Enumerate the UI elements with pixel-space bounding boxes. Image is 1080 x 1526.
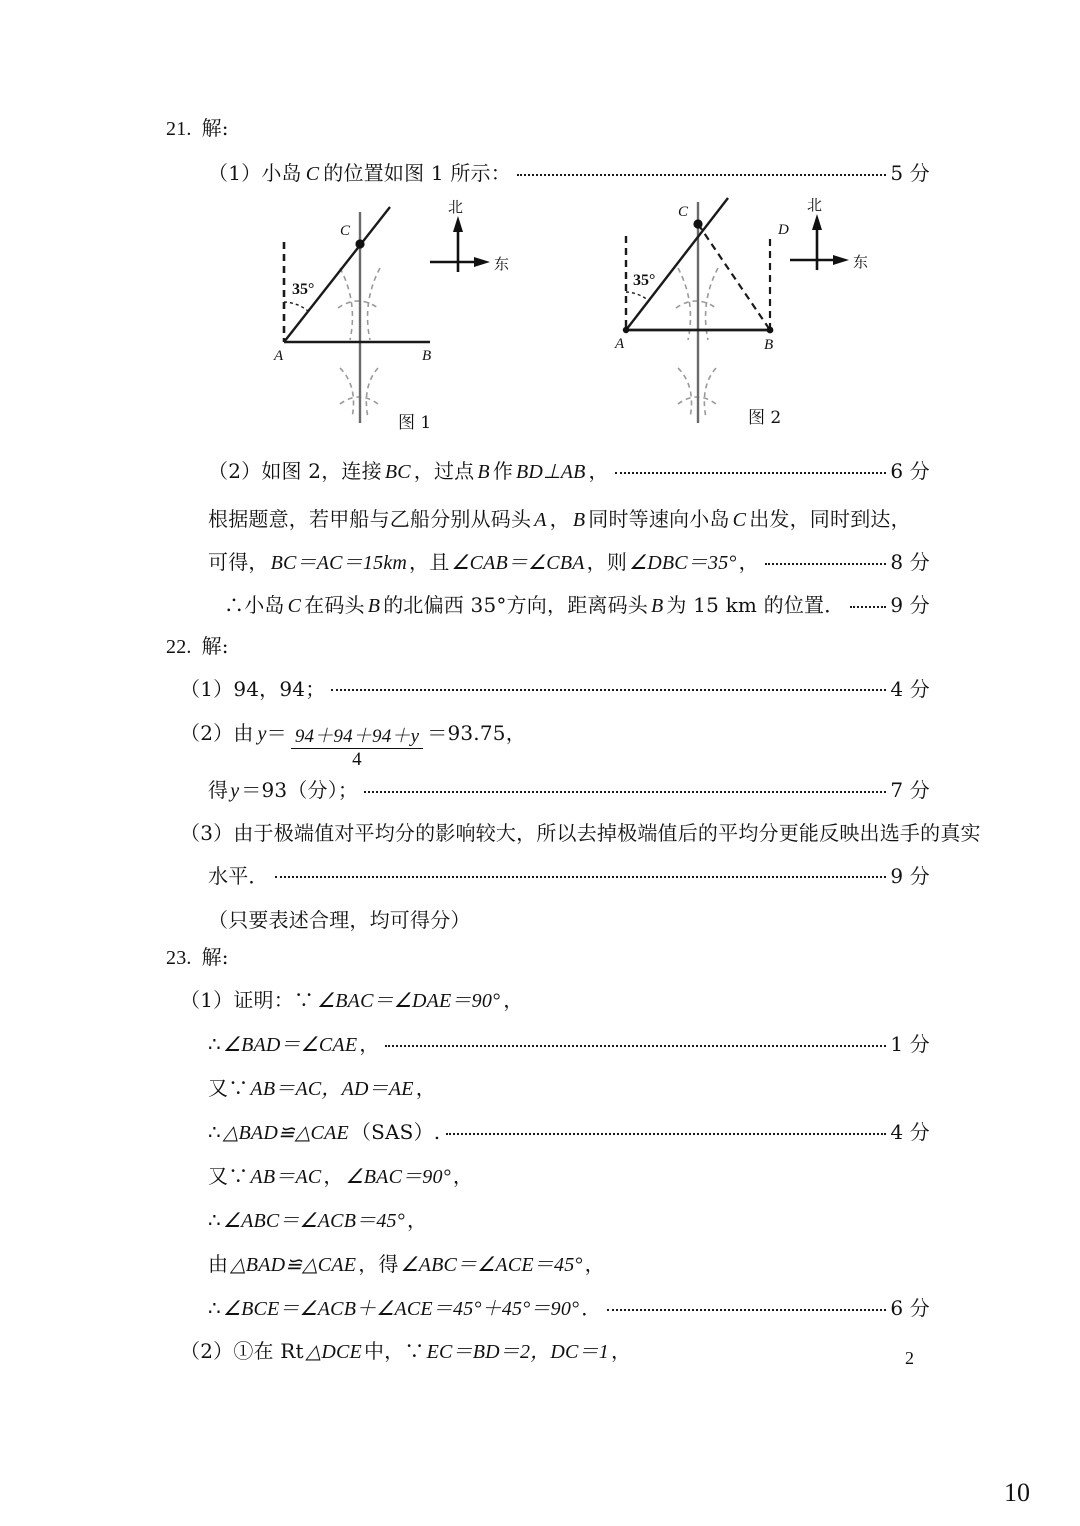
label-angle-35: 35° [633,272,656,289]
part2-text-d: ， [588,459,609,483]
problem-23-number: 23. [166,947,192,969]
triangle-congruence-1: △BAD≌△CAE [222,1122,349,1144]
problem-21-heading [166,118,229,139]
line3-text-c: 同时等速向小岛 [588,507,730,531]
point-a-marker [623,327,629,333]
angle-bce-sum: ∠BCE＝∠ACB＋∠ACE＝45°＋45°＝90° [222,1298,580,1320]
leader-dots [364,784,886,798]
problem-22-part3 [180,823,981,843]
q23-line5-text-e: ， [452,1164,474,1188]
q23-line3-text-c: ， [415,1076,436,1100]
q23-line1-text-c: ， [503,988,524,1012]
angle-bac-90: ∠BAC＝90° [345,1166,451,1188]
point-c-ref2: C [287,595,302,617]
q23-line1-text-a: （1）证明：∵ [180,988,315,1012]
problem-22-part2-equation [180,723,526,768]
point-b-marker [767,327,774,334]
ab-ac-ad-ae: AB＝AC，AD＝AE [250,1078,414,1100]
line5-text-a: ∴小岛 [224,593,285,617]
problem-23-line7 [208,1254,605,1275]
label-c: C [340,223,351,239]
q22-line3-text-b: ＝93（分）； [241,778,359,802]
line3-comma: ， [549,507,570,531]
label-east: 东 [853,255,869,271]
ec-bd-dc-values: EC＝BD＝2，DC＝1 [426,1341,609,1363]
q23-line9-text-c: 中，∵ [363,1339,425,1363]
figure-2 [602,190,902,430]
line4-text-c: ，则 [586,550,628,574]
line4-score: 8 分 [890,550,930,574]
figure-1-svg [262,190,562,425]
part2-text-a: （2）如图 2，连接 [208,459,382,483]
q23-line3-text-a: 又∵ [208,1076,249,1100]
angle-arc-35 [284,302,308,311]
problem-23-line4 [208,1122,930,1143]
part1-point-c: C [305,163,320,185]
line4-text-d: ， [738,550,759,574]
leader-dots [517,167,886,181]
q23-line2-therefore: ∴ [208,1032,221,1056]
problem-23-part2 [180,1341,631,1362]
q22-line3-score: 7 分 [890,778,930,802]
problem-21-part1 [208,163,930,184]
label-north: 北 [807,198,823,214]
problem-22-part1 [180,679,930,699]
leader-dots [765,556,887,570]
leader-dots [331,682,886,696]
leader-dots [615,465,887,479]
line3-text-d: 出发，同时到达， [749,507,911,531]
q23-line4-score: 4 分 [890,1120,930,1144]
angle-dbc: ∠DBC＝35° [629,552,737,574]
q23-line6-text-c: ， [406,1208,428,1232]
equals-sign: ＝ [266,721,287,745]
problem-23-part1 [180,990,523,1011]
problem-21-number: 21. [166,118,192,140]
point-b-label: B [477,461,490,483]
leader-dots [850,599,886,613]
label-c: C [678,204,689,220]
problem-23-line5 [208,1166,473,1187]
point-b-ref: B [572,509,586,531]
mean-fraction [291,727,423,770]
figure-2-caption: 图 2 [748,408,782,428]
point-b-ref3: B [651,595,664,617]
point-b-ref2: B [367,595,381,617]
part1-score: 5 分 [890,161,930,185]
problem-22-heading [166,636,229,657]
q23-line5-text-a: 又∵ [208,1164,249,1188]
triangle-congruence-2: △BAD≌△CAE [230,1254,357,1276]
problem-22-part2-result [208,780,930,801]
problem-23-line3 [208,1078,436,1099]
q23-line6-therefore: ∴ [208,1208,221,1232]
leader-dots [385,1038,886,1052]
leader-dots [275,869,887,883]
problem-22-number: 22. [166,636,192,658]
q22-part2-text-b: ＝93.75， [427,721,526,745]
q22-line3-text-a: 得 [208,778,229,802]
part2-text-b: ，过点 [413,459,475,483]
problem-23-heading [166,947,229,968]
ray-ac [626,198,728,330]
q23-line4-therefore: ∴ [208,1120,221,1144]
compass-rose-1 [430,199,509,273]
variable-y: y [257,723,267,745]
problem-23-line8 [208,1298,930,1319]
problem-23-solution-label: 解: [201,945,229,969]
line5-text-c: 的北偏西 35°方向，距离码头 [383,593,648,617]
figure-2-svg [602,190,902,425]
problem-22-solution-label: 解: [201,634,229,658]
q22-note-text: （只要表述合理，均可得分） [208,908,471,932]
q23-line2-text-c: ， [359,1032,380,1056]
fraction-denominator: 4 [352,748,362,770]
leader-dots [607,1302,886,1316]
part2-text-c: 作 [492,459,514,483]
problem-23-line6 [208,1210,427,1231]
q23-line7-text-e: ， [584,1252,605,1276]
point-c-marker [355,239,364,248]
label-b: B [764,337,774,353]
ab-equals-ac: AB＝AC [250,1166,322,1188]
q23-line2-score: 1 分 [890,1032,930,1056]
point-c-ref: C [732,509,747,531]
part1-text-a: （1）小岛 [208,161,302,185]
segment-bc-label: BC [384,461,411,483]
triangle-dce: △DCE [305,1341,362,1363]
problem-23-line2 [208,1034,930,1055]
label-a: A [274,348,284,364]
problem-21-line5 [224,595,930,616]
label-east: 东 [494,257,510,273]
problem-21-part2 [208,461,930,482]
problem-22-note [208,910,471,930]
label-b: B [422,348,432,364]
point-a-ref: A [534,509,547,531]
angle-arc-35 [626,292,649,301]
problem-21-line4 [208,552,930,573]
q22-part3-text: （3）由于极端值对平均分的影响较大，所以去掉极端值后的平均分更能反映出选手的真实 [180,821,981,845]
label-a: A [615,336,625,352]
angle-abc-acb-45: ∠ABC＝∠ACB＝45° [222,1210,405,1232]
page-number: 10 [1004,1478,1030,1507]
q22-line5-score: 9 分 [890,864,930,888]
angle-equality: ∠CAB＝∠CBA [451,552,585,574]
angle-bad-cae: ∠BAD＝∠CAE [222,1034,358,1056]
bd-perp-ab-label: BD⊥AB [516,461,586,483]
line5-text-b: 在码头 [304,593,365,617]
q23-line7-text-a: 由 [208,1252,229,1276]
compass-rose-2 [790,197,868,271]
part2-score: 6 分 [890,459,930,483]
q23-line7-text-c: ，得 [358,1252,399,1276]
q23-line4-sas: （SAS）. [350,1120,441,1144]
q23-line9-text-a: （2）①在 Rt [180,1339,304,1363]
line4-text-a: 可得， [208,550,269,574]
ray-ac [284,207,390,342]
q23-line8-period: ． [581,1296,602,1320]
problem-22-part3-cont [208,866,930,886]
label-north: 北 [448,200,464,216]
point-c-marker [693,219,702,228]
q22-part2-text-a: （2）由 [180,721,254,745]
fraction-numerator: 94＋94＋94＋y [294,726,420,747]
line4-text-b: ，且 [409,550,450,574]
equation-bc-ac: BC＝AC＝15km [270,552,408,574]
label-d: D [778,222,789,238]
q23-line5-text-c: ， [323,1164,344,1188]
line5-text-d: 为 15 km 的位置． [666,593,845,617]
angle-abc-ace-45: ∠ABC＝∠ACE＝45° [400,1254,583,1276]
angle-bac-dae: ∠BAC＝∠DAE＝90° [317,990,501,1012]
q22-part1-text: （1）94，94； [180,677,326,701]
variable-y-2: y [230,780,240,802]
part1-text-b: 的位置如图 1 所示： [323,161,511,185]
segment-cb-dashed [698,224,770,330]
figure-1-caption: 图 1 [398,413,432,433]
leader-dots [446,1126,886,1140]
q23-line8-score: 6 分 [890,1296,930,1320]
line3-text: 根据题意，若甲船与乙船分别从码头 [208,507,532,531]
figure-1 [262,190,562,430]
line5-score: 9 分 [890,593,930,617]
q22-part1-score: 4 分 [890,677,930,701]
q23-line9-text-e: ， [610,1339,632,1363]
problem-21-line3 [208,509,911,530]
footer-page-marker: 2 [905,1348,914,1368]
q23-line8-therefore: ∴ [208,1296,221,1320]
q22-line5-text: 水平． [208,864,269,888]
problem-21-solution-label: 解: [201,116,229,140]
label-angle-35: 35° [292,281,315,298]
